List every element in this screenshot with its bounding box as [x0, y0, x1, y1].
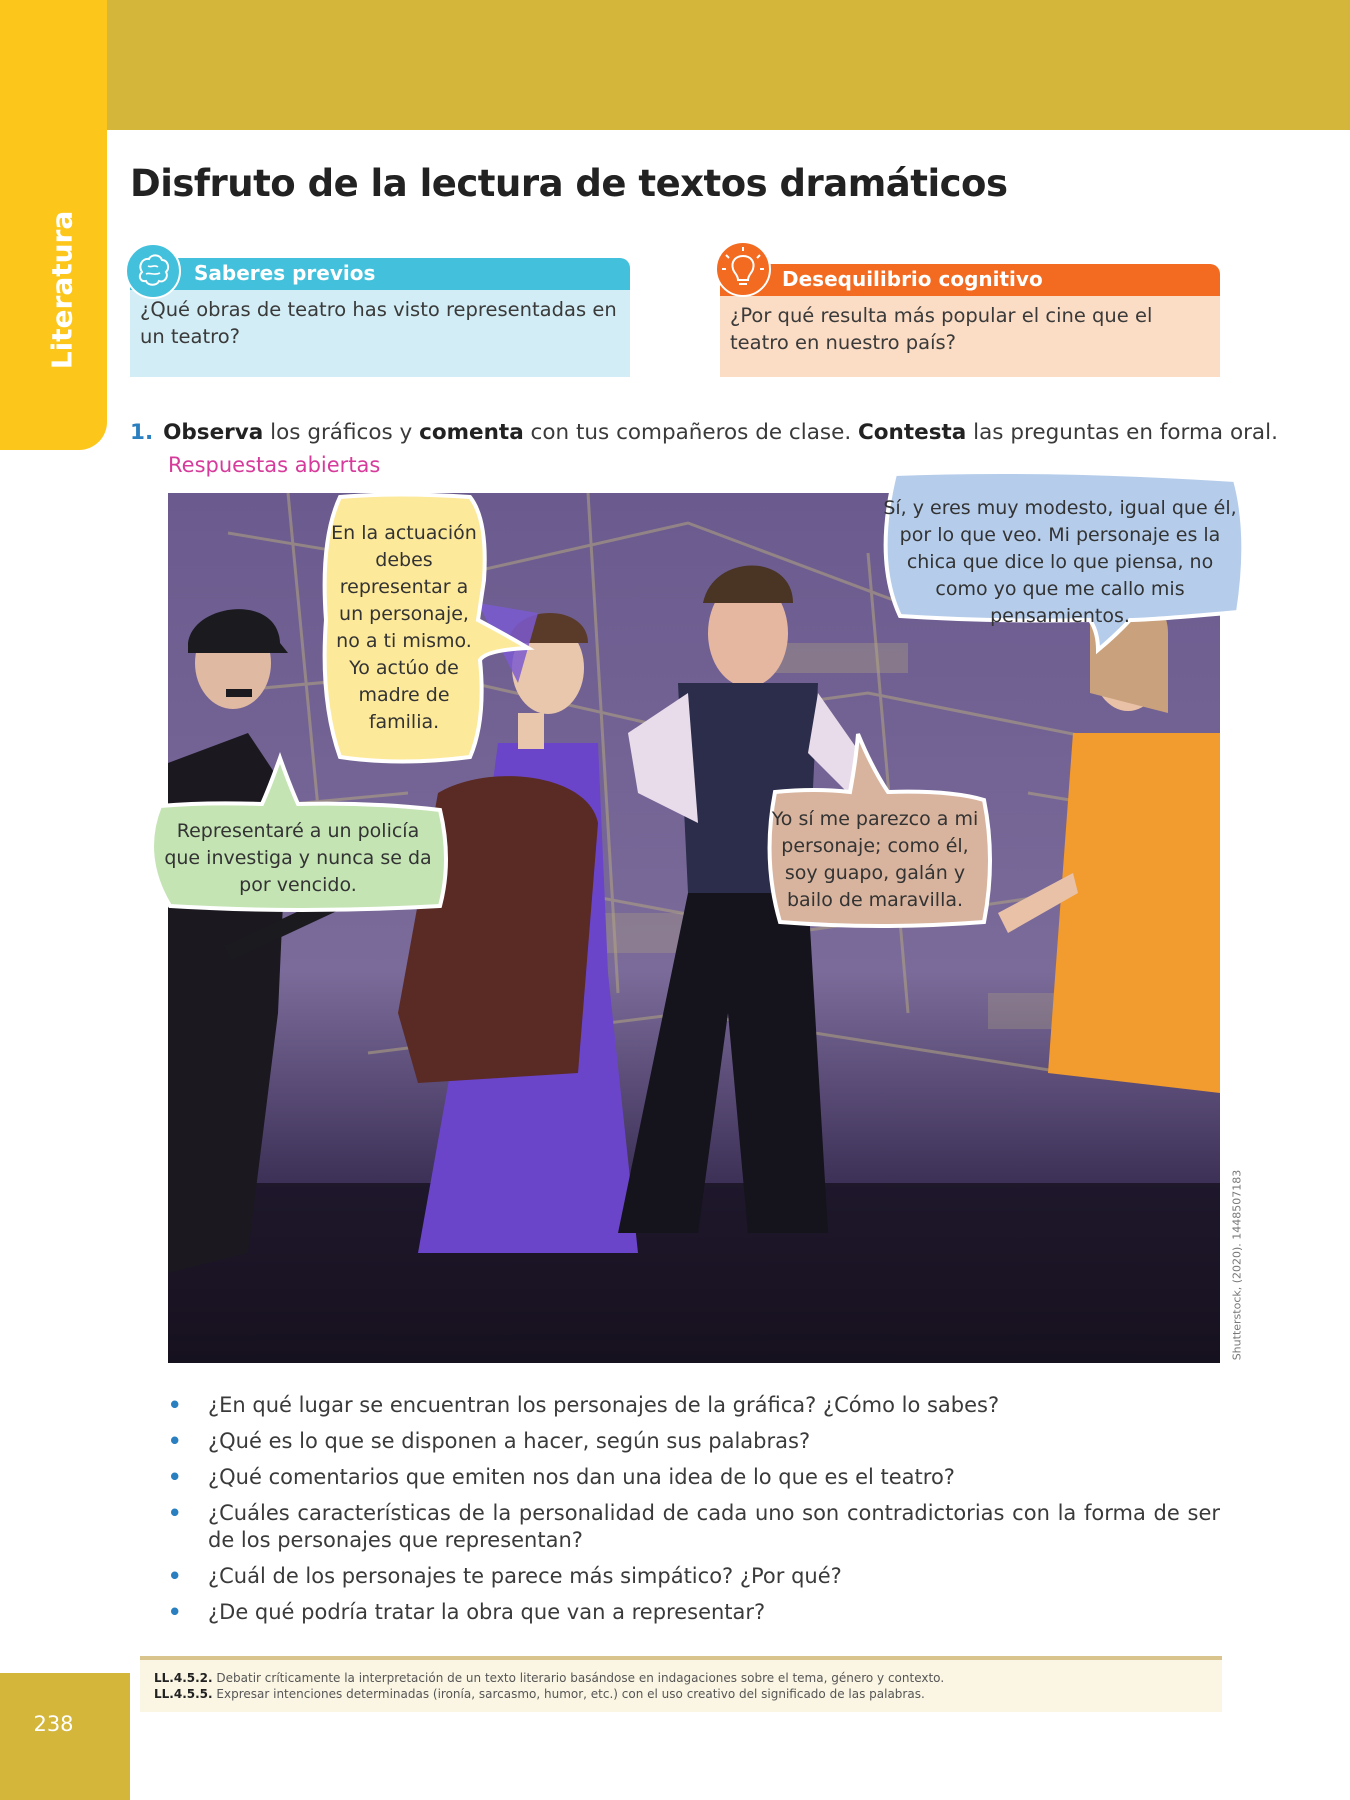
activity-number: 1.	[130, 420, 154, 445]
speech-bubble-blue-text: Sí, y eres muy modesto, igual que él, por lo que veo. Mi personaje es la chica que dice lo que piensa, no como yo que me callo mis pensamientos.	[883, 497, 1237, 627]
activity-text: con tus compañeros de clase.	[523, 420, 858, 445]
saberes-previos-question: ¿Qué obras de teatro has visto representadas en un teatro?	[130, 290, 630, 377]
activity-verb-comenta: comenta	[419, 420, 524, 445]
page-title: Disfruto de la lectura de textos dramáticos	[130, 162, 1008, 205]
speech-bubble-green-text: Representaré a un policía que investiga y nunca se da por vencido.	[164, 820, 432, 896]
question-item: • ¿Qué comentarios que emiten nos dan una idea de lo que es el teatro?	[168, 1465, 955, 1489]
answer-note: Respuestas abiertas	[168, 453, 381, 477]
question-item: • ¿En qué lugar se encuentran los personajes de la gráfica? ¿Cómo lo sabes?	[168, 1393, 1000, 1417]
speech-bubble-yellow-text: En la actuación debes representar a un personaje, no a ti mismo. Yo actúo de madre de familia.	[331, 522, 477, 733]
saberes-previos-header: Saberes previos	[130, 258, 630, 290]
activity-verb-contesta: Contesta	[858, 420, 967, 445]
desequilibrio-question: ¿Por qué resulta más popular el cine que el teatro en nuestro país?	[720, 296, 1220, 377]
activity-text: los gráficos y	[263, 420, 420, 445]
desequilibrio-header: Desequilibrio cognitivo	[720, 264, 1220, 296]
question-item: • ¿Cuál de los personajes te parece más simpático? ¿Por qué?	[168, 1564, 842, 1588]
skill-indicators	[140, 1656, 1222, 1712]
page-number: 238	[33, 1712, 74, 1736]
question-item: • ¿Qué es lo que se disponen a hacer, según sus palabras?	[168, 1429, 811, 1453]
question-item: • ¿Cuáles características de la personalidad de cada uno son contradictorias con la forma de ser de los personajes que representan?	[168, 1501, 1220, 1552]
page-number-block	[0, 1673, 130, 1800]
activity-verb-observa: Observa	[163, 420, 264, 445]
activity-text: las preguntas en forma oral.	[966, 420, 1278, 445]
section-label: Literatura	[45, 210, 79, 370]
question-item: • ¿De qué podría tratar la obra que van a representar?	[168, 1600, 766, 1624]
speech-bubble-brown-text: Yo sí me parezco a mi personaje; como él, soy guapo, galán y bailo de maravilla.	[771, 808, 979, 911]
photo-credit: Shutterstock, (2020). 1448507183	[1230, 1169, 1244, 1361]
question-list	[168, 1392, 1220, 1635]
indicator-row: LL.4.5.2. Debatir críticamente la interpretación de un texto literario basándose en indagaciones sobre el tema, género y contexto.	[154, 1671, 945, 1685]
indicator-row: LL.4.5.5. Expresar intenciones determinadas (ironía, sarcasmo, humor, etc.) con el uso creativo del significado de las palabras.	[154, 1687, 925, 1701]
